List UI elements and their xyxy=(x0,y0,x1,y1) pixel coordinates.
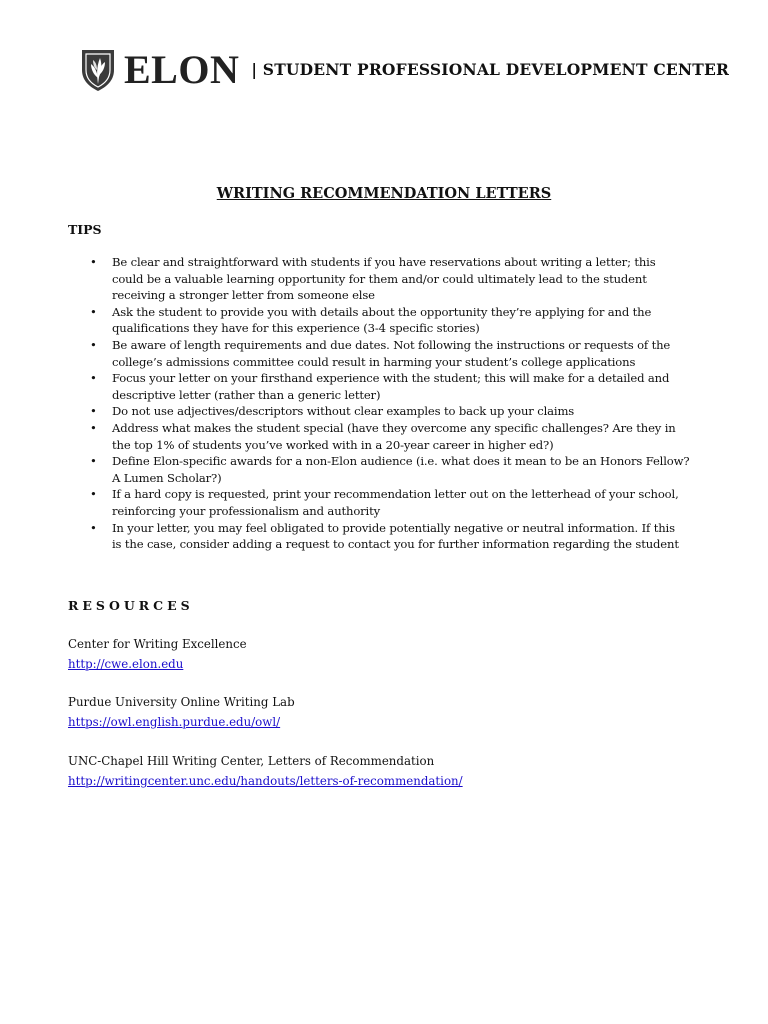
list-item xyxy=(68,403,708,420)
document-title: WRITING RECOMMENDATION LETTERS xyxy=(216,185,552,202)
resource-link[interactable]: http://cwe.elon.edu xyxy=(68,657,184,671)
list-item xyxy=(68,370,708,403)
resource-name: Center for Writing Excellence xyxy=(68,637,247,651)
tip-text: Do not use adjectives/descriptors without clear examples to back up your claims xyxy=(112,404,575,419)
bullet-icon: • xyxy=(90,337,97,352)
tip-text: Be aware of length requirements and due dates. Not following the instructions or requests of the college’s admissions committee could result in harming your student’s college applications xyxy=(112,337,671,369)
bullet-icon: • xyxy=(90,420,97,435)
list-item xyxy=(68,486,708,519)
resource-name: UNC-Chapel Hill Writing Center, Letters of Recommendation xyxy=(68,754,435,768)
bullet-icon: • xyxy=(90,255,97,269)
elon-shield-logo-icon xyxy=(80,48,116,92)
resource-item xyxy=(68,692,295,732)
bullet-icon: • xyxy=(90,487,97,502)
department-name: | STUDENT PROFESSIONAL DEVELOPMENT CENTER xyxy=(251,60,730,79)
list-item xyxy=(68,254,708,304)
letterhead xyxy=(80,48,729,92)
tip-text: Address what makes the student special (have they overcome any specific challenges? Are they in the top 1% of students you’ve worked with in a 20-year career in higher ed?) xyxy=(112,420,676,452)
resource-name: Purdue University Online Writing Lab xyxy=(68,695,295,709)
tip-text: Focus your letter on your firsthand experience with the student; this will make for a detailed and descriptive letter (rather than a generic letter) xyxy=(112,371,670,402)
list-item xyxy=(68,304,708,337)
tip-text: Be clear and straightforward with students if you have reservations about writing a letter; this could be a valuable learning opportunity for them and/or could ultimately lead to the student receiving a stronger letter from someone else xyxy=(112,255,656,303)
list-item xyxy=(68,420,708,453)
bullet-icon: • xyxy=(90,304,97,319)
list-item xyxy=(68,337,708,370)
tips-heading: TIPS xyxy=(68,222,102,237)
tip-text: Define Elon-specific awards for a non-Elon audience (i.e. what does it mean to be an Honors Fellow? A Lumen Scholar?) xyxy=(112,454,690,485)
list-item xyxy=(68,520,708,553)
bullet-icon: • xyxy=(90,371,97,386)
bullet-icon: • xyxy=(90,454,97,469)
resource-link[interactable]: https://owl.english.purdue.edu/owl/ xyxy=(68,715,281,729)
tip-text: Ask the student to provide you with details about the opportunity they’re applying for and the qualifications they have for this experience (3-4 specific stories) xyxy=(112,304,652,336)
elon-wordmark: ELON xyxy=(124,47,240,92)
resources-heading: RESOURCES xyxy=(68,598,194,613)
resource-item xyxy=(68,634,247,674)
tip-text: In your letter, you may feel obligated to provide potentially negative or neutral information. If this is the case, consider adding a request to contact you for further information regarding the student xyxy=(112,520,679,552)
bullet-icon: • xyxy=(90,404,97,419)
resource-link[interactable]: http://writingcenter.unc.edu/handouts/letters-of-recommendation/ xyxy=(68,774,463,788)
list-item xyxy=(68,453,708,486)
bullet-icon: • xyxy=(90,520,97,535)
tips-list xyxy=(68,254,708,553)
resource-item xyxy=(68,751,463,791)
tip-text: If a hard copy is requested, print your recommendation letter out on the letterhead of your school, reinforcing your professionalism and authority xyxy=(112,487,679,518)
